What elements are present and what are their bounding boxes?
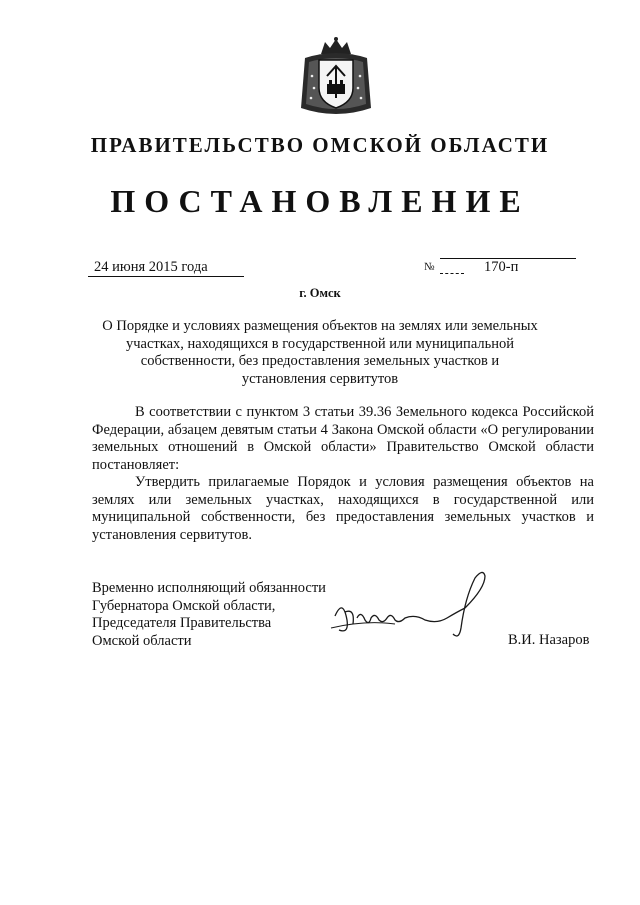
signatory-position (92, 580, 326, 650)
document-number-field (440, 258, 576, 275)
document-date: 24 июня 2015 года (88, 258, 244, 277)
title-line: установления сервитутов (241, 370, 399, 387)
document-body (92, 404, 594, 544)
title-line: участках, находящихся в государственной или муниципальной (126, 335, 514, 352)
city: г. Омск (299, 286, 341, 300)
organization-name: ПРАВИТЕЛЬСТВО ОМСКОЙ ОБЛАСТИ (90, 133, 550, 157)
number-dash-line (440, 273, 464, 274)
position-line: Временно исполняющий обязанности (92, 580, 326, 596)
body-paragraph: В соответствии с пунктом 3 статьи 39.36 Земельного кодекса Российской Федерации, абзацем девятым статьи 4 Закона Омской области «О регулировании земельных отношений в Омской области» Правительство Омской области постановляет: (92, 404, 594, 473)
position-line: Омской области (92, 632, 192, 649)
document-number: 170-п (484, 259, 519, 275)
title-line: собственности, без предоставления земельных участков и (140, 353, 500, 369)
position-line: Председателя Правительства (92, 615, 272, 631)
title-line: О Порядке и условиях размещения объектов на землях или земельных (102, 318, 538, 334)
document-type: ПОСТАНОВЛЕНИЕ (110, 183, 530, 219)
position-line: Губернатора Омской области, (92, 597, 276, 614)
handwritten-signature (325, 568, 500, 650)
coat-of-arms-icon (297, 36, 375, 118)
signatory-name: В.И. Назаров (508, 632, 590, 648)
body-paragraph: Утвердить прилагаемые Порядок и условия размещения объектов на землях или земельных участках, находящихся в государственной или муниципальной собственности, без предоставления земельных участков и установления сервитутов. (92, 474, 594, 543)
document-title (98, 318, 542, 388)
number-sign: № (424, 261, 435, 273)
